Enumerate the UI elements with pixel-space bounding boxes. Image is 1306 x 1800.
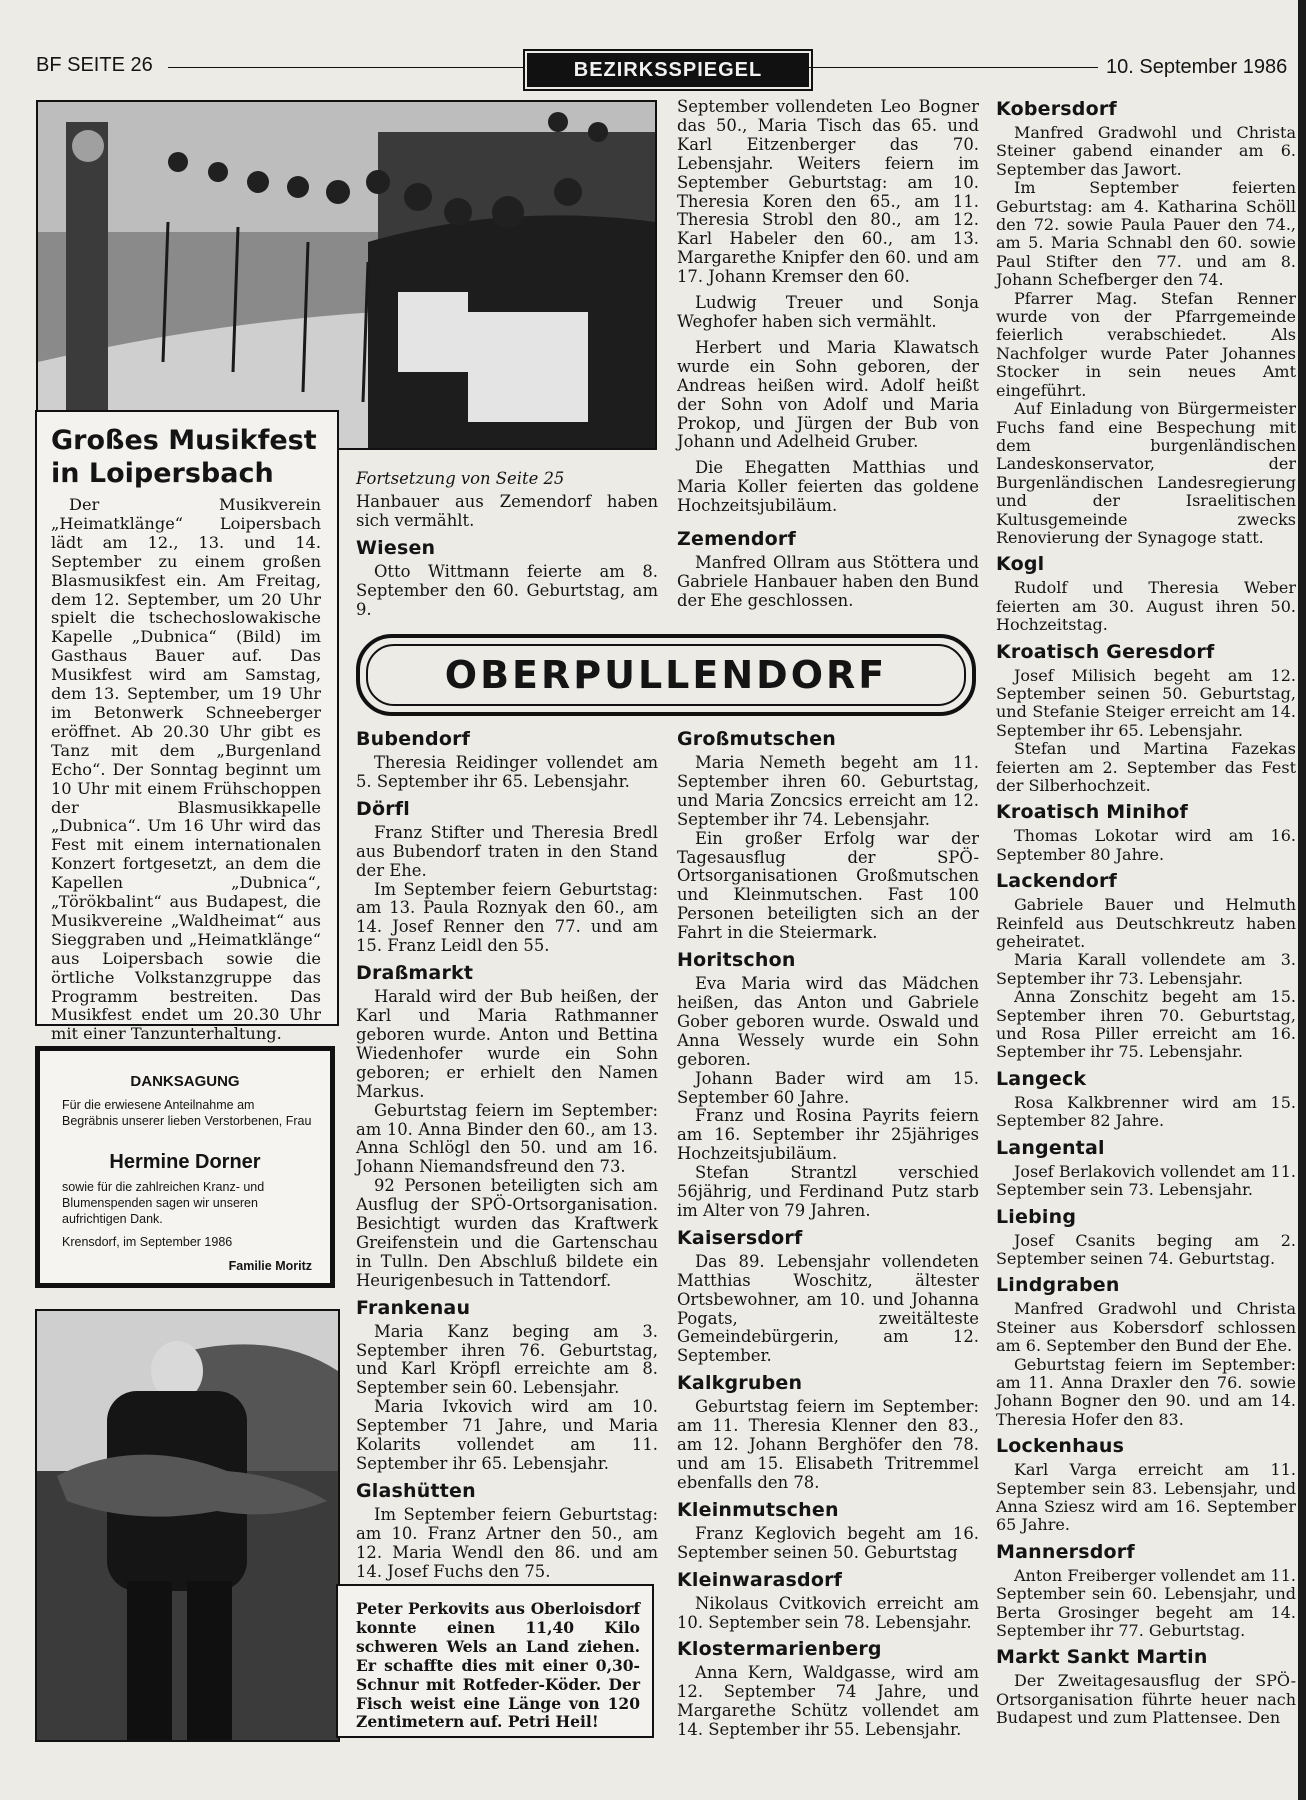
region-banner bbox=[356, 634, 976, 716]
kroatisch-minihof-p: Thomas Lokotar wird am 16. September 80 Jahre. bbox=[996, 826, 1296, 864]
heading-lindgraben: Lindgraben bbox=[996, 1274, 1120, 1297]
heading-mannersdorf: Mannersdorf bbox=[996, 1540, 1135, 1563]
page-number: BF SEITE 26 bbox=[36, 54, 153, 76]
danksagung-heading: DANKSAGUNG bbox=[130, 1073, 240, 1090]
lindgraben-p2: Geburtstag feiern im September: am 11. Anna Draxler den 76. sowie Johann Bogner den 90. und am 14. Theresia Hofer den 83. bbox=[996, 1354, 1296, 1429]
glashuetten-p: Im September feiern Geburtstag: am 10. Franz Artner den 50., am 12. Maria Wendl den 86. und am 14. Josef Fuchs den 75. bbox=[356, 1504, 658, 1581]
deceased-name: Hermine Dorner bbox=[109, 1151, 261, 1173]
col3-top bbox=[677, 98, 979, 611]
region-banner-inner bbox=[366, 644, 966, 706]
col3-top-p3: Herbert und Maria Klawatsch wurde ein Sohn geboren, der Andreas heißen wird. Adolf heißt der Sohn von Adolf und Maria Prokop, und Jürgen der Bub von Johann und Adelheid Gruber. bbox=[677, 337, 979, 452]
musikfest-body: Der Musikverein „Heimatklänge“ Loipersbach lädt am 12., 13. und 14. September zu einem großen Blasmusikfest ein. Am Freitag, dem 12. September, um 20 Uhr spielt die tschechoslowakische Kapelle „Dubnica“ (Bild) im Gasthaus Bauer auf. Das Musikfest wird am Samstag, dem 13. September, um 19 Uhr im Betonwerk Schneeberger eröffnet. Ab 20.30 Uhr gibt es Tanz mit dem „Burgenland Echo“. Der Sonntag beginnt um 10 Uhr mit einem Frühschoppen der Blasmusikkapelle „Dubnica“. Um 16 Uhr wird das Fest mit einem internationalen Konzert fortgesetzt, an dem die Kapellen „Dubnica“, „Törökbalint“ aus Budapest, die Musikvereine „Waldheimat“ aus Sieggraben und „Heimatklänge“ aus Loipersbach sowie die örtliche Volkstanzgruppe das Programm bestreiten. Das Musikfest endet um 20.30 Uhr mit einer Tanzunterhaltung. bbox=[51, 495, 321, 1044]
heading-liebing: Liebing bbox=[996, 1205, 1077, 1228]
continued-note: Fortsetzung von Seite 25 bbox=[356, 469, 565, 488]
danksagung-text: sowie für die zahlreichen Kranz- und Blumenspenden sagen wir unseren aufrichtigen Dank. bbox=[62, 1180, 265, 1226]
section-label: BEZIRKSSPIEGEL bbox=[527, 53, 809, 87]
lockenhaus-p: Karl Varga erreicht am 11. September sein 83. Lebensjahr, und Anna Sziesz wird am 16. September 65 Jahre. bbox=[996, 1460, 1296, 1535]
heading-drassmarkt: Draßmarkt bbox=[356, 962, 474, 985]
horitschon-p4: Stefan Strantzl verschied 56jährig, und Ferdinand Putz starb im Alter von 79 Jahren. bbox=[677, 1163, 979, 1220]
heading-grossmutschen: Großmutschen bbox=[677, 728, 837, 750]
klostermarienberg-p: Anna Kern, Waldgasse, wird am 12. September 74 Jahre, und Margarethe Schütz vollendet am 14. September ihr 55. Lebensjahr. bbox=[677, 1663, 979, 1740]
musikfest-article bbox=[35, 410, 339, 1044]
heading-kleinwarasdorf: Kleinwarasdorf bbox=[677, 1568, 843, 1591]
col2 bbox=[356, 722, 658, 1582]
kobersdorf-p1: Manfred Gradwohl und Christa Steiner gabend einander am 6. September das Jawort. bbox=[996, 123, 1296, 179]
langeck-p: Rosa Kalkbrenner wird am 15. September 82 Jahre. bbox=[996, 1092, 1296, 1131]
header-rule-left bbox=[168, 67, 524, 68]
drassmarkt-p3: 92 Personen beteiligten sich am Ausflug der SPÖ-Ortsorganisation. Besichtigt wurden das Kraftwerk Greifenstein und die Gartenschau in Tulln. Den Abschluß bildete ein Heurigenbesuch in Tattendorf. bbox=[356, 1176, 658, 1290]
drassmarkt-p2: Geburtstag feiern im September: am 10. Anna Binder den 60., am 13. Anna Schlögl den 50. und am 16. Johann Niemandsfreund den 73. bbox=[356, 1100, 658, 1177]
heading-langental: Langental bbox=[996, 1136, 1105, 1159]
col3-top-p2: Ludwig Treuer und Sonja Weghofer haben sich vermählt. bbox=[677, 293, 979, 331]
danksagung-signature: Familie Moritz bbox=[228, 1259, 312, 1273]
heading-kogl: Kogl bbox=[996, 553, 1045, 576]
fish-caption: Peter Perkovits aus Oberloisdorf konnte einen 11,40 Kilo schweren Wels an Land ziehen. Er schaffte dies mit einer 0,30-Schnur mit Rotfeder-Köder. Der Fisch weist eine Länge von 120 Zentimetern auf. Petri Heil! bbox=[356, 1599, 640, 1732]
kalkgruben-p: Geburtstag feiern im September: am 11. Theresia Klenner den 83., am 12. Johann Berghöfer den 78. und am 15. Elisabeth Tritremmel ebenfalls den 78. bbox=[677, 1397, 979, 1492]
grossmutschen-p2: Ein großer Erfolg war der Tagesausflug der SPÖ-Ortsorganisationen Großmutschen und Kleinmutschen. Fast 100 Personen beteiligten sich an der Fahrt in die Steiermark. bbox=[677, 828, 979, 943]
kleinwarasdorf-p: Nikolaus Cvitkovich erreicht am 10. September sein 78. Lebensjahr. bbox=[677, 1593, 979, 1632]
danksagung-place-date: Krensdorf, im September 1986 bbox=[62, 1235, 233, 1249]
horitschon-p3: Franz und Rosina Payrits feiern am 16. September ihr 25jähriges Hochzeitsjubiläum. bbox=[677, 1106, 979, 1164]
doerfl-p2: Im September feiern Geburtstag: am 13. Paula Roznyak den 60., am 14. Josef Renner den 77. und am 15. Franz Leidl den 55. bbox=[356, 879, 658, 956]
kroatisch-geresdorf-p1: Josef Milisich begeht am 12. September seinen 50. Geburtstag, und Stefanie Steiger erreicht am 14. September ihr 65. Lebensjahr. bbox=[996, 665, 1296, 740]
heading-klostermarienberg: Klostermarienberg bbox=[677, 1638, 882, 1661]
lackendorf-p2: Maria Karall vollendete am 3. September ihr 73. Lebensjahr. bbox=[996, 950, 1296, 988]
heading-kalkgruben: Kalkgruben bbox=[677, 1372, 803, 1395]
col2-top bbox=[356, 470, 658, 619]
horitschon-p2: Johann Bader wird am 15. September 60 Jahre. bbox=[677, 1068, 979, 1107]
col4 bbox=[996, 98, 1296, 1728]
kaisersdorf-p: Das 89. Lebensjahr vollendeten Matthias Woschitz, ältester Ortsbewohner, am 10. und Johanna Pogats, zweitälteste Gemeindebürgerin, am 12. September. bbox=[677, 1251, 979, 1366]
liebing-p: Josef Csanits beging am 2. September seinen 74. Geburtstag. bbox=[996, 1230, 1296, 1268]
heading-lackendorf: Lackendorf bbox=[996, 870, 1118, 893]
region-banner-title: OBERPULLENDORF bbox=[444, 653, 888, 697]
musikfest-title: Großes Musikfest in Loipersbach bbox=[51, 425, 317, 489]
heading-zemendorf: Zemendorf bbox=[677, 528, 796, 551]
horitschon-p1: Eva Maria wird das Mädchen heißen, das Anton und Gabriele Gober geboren wurde. Oswald und Anna Wessely wurde ein Sohn geboren. bbox=[677, 974, 979, 1069]
heading-kaisersdorf: Kaisersdorf bbox=[677, 1226, 803, 1249]
heading-frankenau: Frankenau bbox=[356, 1296, 471, 1319]
heading-kleinmutschen: Kleinmutschen bbox=[677, 1498, 839, 1521]
doerfl-p1: Franz Stifter und Theresia Bredl aus Bubendorf traten in den Stand der Ehe. bbox=[356, 822, 658, 880]
kroatisch-geresdorf-p2: Stefan und Martina Fazekas feierten am 2. September das Fest der Silberhochzeit. bbox=[996, 739, 1296, 795]
kleinmutschen-p: Franz Keglovich begeht am 16. September seinen 50. Geburtstag bbox=[677, 1523, 979, 1562]
col3 bbox=[677, 722, 979, 1740]
kobersdorf-p4: Auf Einladung von Bürgermeister Fuchs fand eine Bespechung mit dem burgenländischen Landeskonservator, der Burgenländischen Landesregierung und der Israelitischen Kultusgemeinde zwecks Renovierung der Synagoge statt. bbox=[996, 399, 1296, 547]
col3-top-p4: Die Ehegatten Matthias und Maria Koller feierten das goldene Hochzeitsjubiläum. bbox=[677, 458, 979, 516]
heading-glashuetten: Glashütten bbox=[356, 1479, 476, 1502]
frankenau-p2: Maria Ivkovich wird am 10. September 71 Jahre, und Maria Kolarits vollendet am 11. September ihr 65. Lebensjahr. bbox=[356, 1397, 658, 1473]
band-photo bbox=[36, 100, 657, 450]
lindgraben-p1: Manfred Gradwohl und Christa Steiner aus Kobersdorf schlossen am 6. September den Bund der Ehe. bbox=[996, 1299, 1296, 1356]
heading-lockenhaus: Lockenhaus bbox=[996, 1435, 1125, 1458]
page-edge-shadow bbox=[1298, 0, 1306, 1800]
danksagung-intro: Für die erwiesene Anteilnahme am Begräbnis unserer lieben Verstorbenen, Frau bbox=[62, 1098, 312, 1128]
bubendorf-p: Theresia Reidinger vollendet am 5. September ihr 65. Lebensjahr. bbox=[356, 753, 658, 791]
page-header bbox=[0, 0, 1306, 90]
wiesen-paragraph: Otto Wittmann feierte am 8. September den 60. Geburtstag, am 9. bbox=[356, 561, 658, 619]
kobersdorf-p3: Pfarrer Mag. Stefan Renner wurde von der Pfarrgemeinde feierlich verabschiedet. Als Nachfolger wurde Pater Johannes Stocker in sein neues Amt eingeführt. bbox=[996, 288, 1296, 400]
kogl-p: Rudolf und Theresia Weber feierten am 30. August ihren 50. Hochzeitstag. bbox=[996, 578, 1296, 635]
heading-kroatisch-geresdorf: Kroatisch Geresdorf bbox=[996, 640, 1215, 663]
zemendorf-paragraph: Manfred Ollram aus Stöttera und Gabriele Hanbauer haben den Bund der Ehe geschlossen. bbox=[677, 553, 979, 610]
heading-doerfl: Dörfl bbox=[356, 797, 410, 820]
grossmutschen-p1: Maria Nemeth begeht am 11. September ihren 60. Geburtstag, und Maria Zoncsics erreicht am 12. September ihr 74. Lebensjahr. bbox=[677, 753, 979, 829]
col2-top-paragraph: Hanbauer aus Zemendorf haben sich vermählt. bbox=[356, 491, 658, 530]
heading-bubendorf: Bubendorf bbox=[356, 728, 471, 750]
lackendorf-p1: Gabriele Bauer und Helmuth Reinfeld aus Deutschkreutz haben geheiratet. bbox=[996, 895, 1296, 952]
fish-photo bbox=[35, 1309, 340, 1742]
kobersdorf-p2: Im September feierten Geburtstag: am 4. Katharina Schöll den 72. sowie Paula Pauer den 74., am 5. Maria Schnabl den 60. sowie Paul Stifter den 77. und am 8. Johann Schefberger den 74. bbox=[996, 178, 1296, 290]
heading-kobersdorf: Kobersdorf bbox=[996, 98, 1117, 120]
heading-langeck: Langeck bbox=[996, 1067, 1087, 1090]
col3-top-p1: September vollendeten Leo Bogner das 50., Maria Tisch das 65. und Karl Eitzenberger das 70. Lebensjahr. Weiters feiern im September Geburtstag: am 10. Theresia Koren den 65., am 11. Theresia Strobl den 80., am 12. Karl Habeler den 60., am 13. Margarethe Knipfer den 60. und am 17. Johann Kremser den 60. bbox=[677, 97, 979, 287]
markt-sankt-martin-p: Der Zweitagesausflug der SPÖ-Ortsorganisation führte heuer nach Budapest und zum Plattensee. Den bbox=[996, 1671, 1296, 1728]
frankenau-p1: Maria Kanz beging am 3. September ihren 76. Geburtstag, und Karl Kröpfl erreichte am 8. September sein 60. Lebensjahr. bbox=[356, 1321, 658, 1398]
danksagung-notice bbox=[35, 1046, 335, 1288]
mannersdorf-p: Anton Freiberger vollendet am 11. September sein 60. Lebensjahr, und Berta Grosinger begeht am 14. September ihr 77. Geburtstag. bbox=[996, 1565, 1296, 1640]
lackendorf-p3: Anna Zonschitz begeht am 15. September ihren 70. Geburtstag, und Rosa Piller erreicht am 16. September ihr 75. Lebensjahr. bbox=[996, 987, 1296, 1062]
heading-markt-sankt-martin: Markt Sankt Martin bbox=[996, 1646, 1208, 1669]
drassmarkt-p1: Harald wird der Bub heißen, der Karl und Maria Rathmanner geboren wurde. Anton und Bettina Wiedenhofer wurde ein Sohn geboren; er erhielt den Namen Markus. bbox=[356, 987, 658, 1101]
heading-wiesen: Wiesen bbox=[356, 536, 436, 559]
langental-p: Josef Berlakovich vollendet am 11. September sein 73. Lebensjahr. bbox=[996, 1161, 1296, 1200]
band-photo-image bbox=[38, 102, 655, 448]
heading-horitschon: Horitschon bbox=[677, 949, 796, 972]
header-rule-right bbox=[808, 67, 1098, 68]
fish-caption-box bbox=[336, 1584, 654, 1738]
heading-kroatisch-minihof: Kroatisch Minihof bbox=[996, 801, 1188, 824]
fish-photo-image bbox=[37, 1311, 338, 1740]
issue-date: 10. September 1986 bbox=[1106, 56, 1288, 78]
